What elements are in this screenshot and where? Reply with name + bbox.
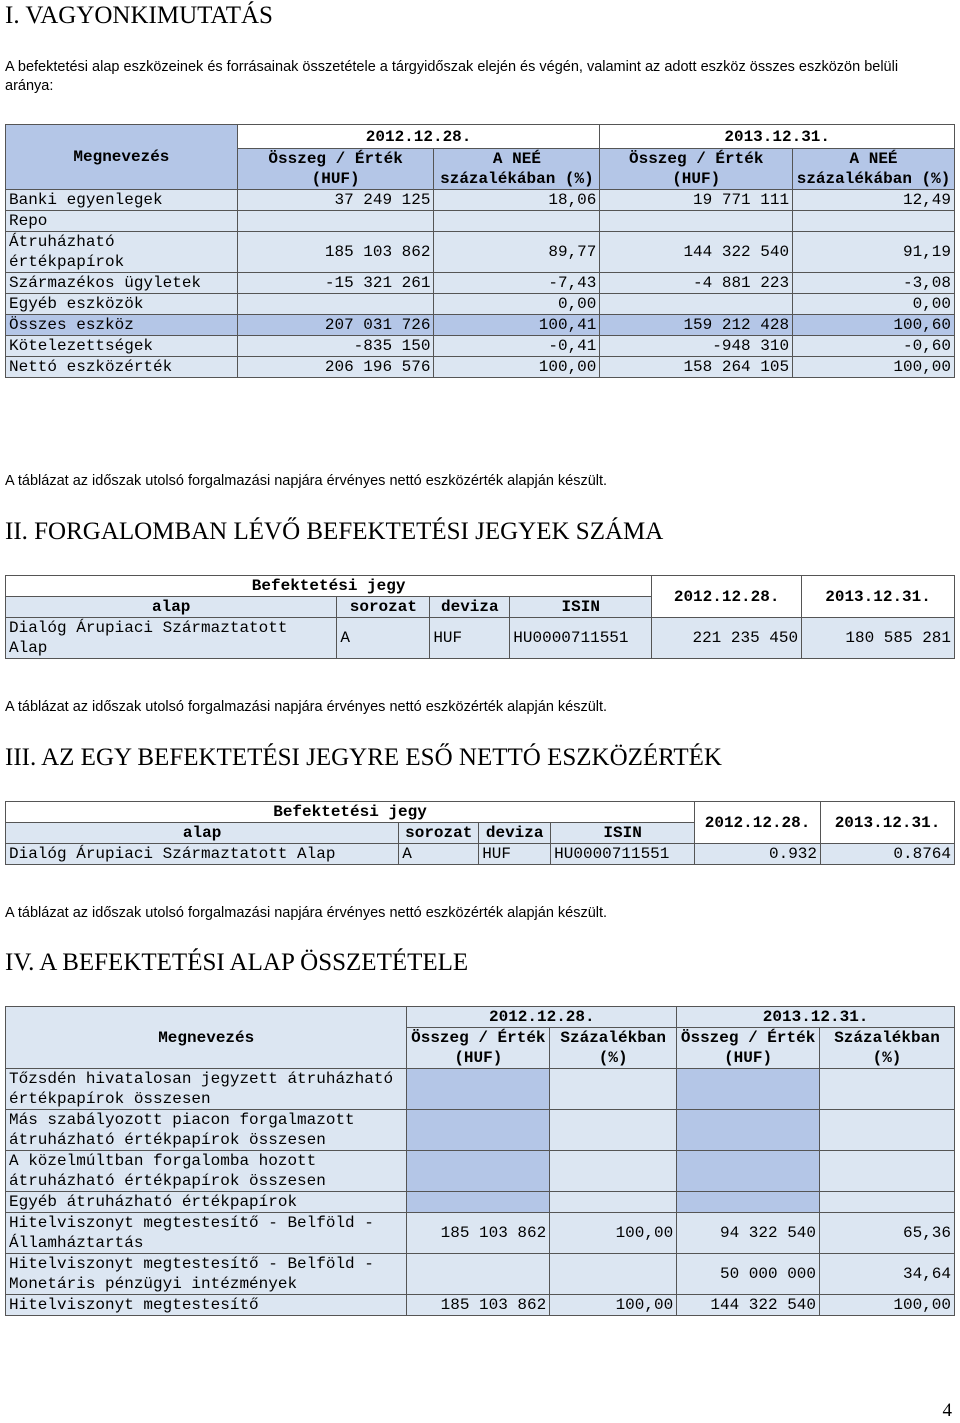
section2-title: II. FORGALOMBAN LÉVŐ BEFEKTETÉSI JEGYEK SZÁMA	[5, 518, 664, 545]
table-row	[6, 1213, 955, 1254]
table-row	[6, 294, 955, 315]
row-name: Nettó eszközérték	[6, 357, 238, 378]
row-name: A közelmúltban forgalomba hozott átruházható értékpapírok összesen	[6, 1151, 407, 1192]
row-amount-1	[407, 1110, 550, 1151]
row-pct-2	[820, 1151, 955, 1192]
row-pct-2	[820, 1192, 955, 1213]
section3-title: III. AZ EGY BEFEKTETÉSI JEGYRE ESŐ NETTÓ ESZKÖZÉRTÉK	[5, 744, 722, 771]
row-pct-2: -0,60	[793, 336, 955, 357]
row-pct-2	[820, 1069, 955, 1110]
row-pct-1: 89,77	[434, 232, 600, 273]
header-date-1: 2012.12.28.	[237, 125, 600, 149]
row-alap: Dialóg Árupiaci Származtatott Alap	[6, 844, 399, 865]
row-sorozat: A	[399, 844, 479, 865]
row-amount-1: 185 103 862	[237, 232, 434, 273]
row-value-2: 0.8764	[821, 844, 955, 865]
table-row	[6, 1151, 955, 1192]
fund-composition-table	[5, 1006, 955, 1316]
row-pct-2: 65,36	[820, 1213, 955, 1254]
row-amount-2: 94 322 540	[677, 1213, 820, 1254]
row-pct-1: 100,41	[434, 315, 600, 336]
table-row	[6, 211, 955, 232]
header-jegy: Befektetési jegy	[6, 576, 652, 597]
row-pct-1	[550, 1151, 677, 1192]
section1-note: A táblázat az időszak utolsó forgalmazási napjára érvényes nettó eszközérték alapján készült.	[5, 473, 608, 489]
row-name: Tőzsdén hivatalosan jegyzett átruházható értékpapírok összesen	[6, 1069, 407, 1110]
row-pct-2: 12,49	[793, 190, 955, 211]
row-pct-1	[550, 1110, 677, 1151]
row-amount-1	[407, 1254, 550, 1295]
section3-note: A táblázat az időszak utolsó forgalmazási napjára érvényes nettó eszközérték alapján készült.	[5, 905, 608, 921]
header-alap: alap	[6, 823, 399, 844]
row-name: Repo	[6, 211, 238, 232]
row-value-1: 0.932	[695, 844, 821, 865]
row-amount-1: -15 321 261	[237, 273, 434, 294]
row-name: Származékos ügyletek	[6, 273, 238, 294]
row-amount-1	[407, 1192, 550, 1213]
row-name: Hitelviszonyt megtestesítő	[6, 1295, 407, 1316]
row-deviza: HUF	[479, 844, 551, 865]
row-amount-1: -835 150	[237, 336, 434, 357]
header-jegy: Befektetési jegy	[6, 802, 695, 823]
header-date-1: 2012.12.28.	[652, 576, 802, 618]
row-pct-1: 18,06	[434, 190, 600, 211]
row-pct-1: -0,41	[434, 336, 600, 357]
row-name: Összes eszköz	[6, 315, 238, 336]
row-pct-1: 100,00	[434, 357, 600, 378]
row-amount-2	[677, 1069, 820, 1110]
table-row	[6, 844, 955, 865]
header-deviza: deviza	[479, 823, 551, 844]
row-amount-2: -4 881 223	[600, 273, 793, 294]
row-amount-1	[237, 294, 434, 315]
header-sorozat: sorozat	[399, 823, 479, 844]
table-row	[6, 336, 955, 357]
row-pct-1: 0,00	[434, 294, 600, 315]
row-amount-1	[237, 211, 434, 232]
row-isin: HU0000711551	[551, 844, 695, 865]
row-pct-1	[550, 1069, 677, 1110]
asset-statement-table	[5, 124, 955, 378]
row-deviza: HUF	[430, 618, 510, 659]
row-pct-1: 100,00	[550, 1213, 677, 1254]
row-amount-1: 185 103 862	[407, 1213, 550, 1254]
header-date-1: 2012.12.28.	[407, 1007, 677, 1028]
row-amount-2	[600, 294, 793, 315]
header-date-2: 2013.12.31.	[821, 802, 955, 844]
table-row	[6, 1295, 955, 1316]
row-amount-1: 185 103 862	[407, 1295, 550, 1316]
table-row	[6, 1192, 955, 1213]
row-amount-1: 206 196 576	[237, 357, 434, 378]
header-pct-2: A NEÉ százalékában (%)	[793, 149, 955, 190]
row-pct-2: 91,19	[793, 232, 955, 273]
header-pct-1: A NEÉ százalékában (%)	[434, 149, 600, 190]
row-isin: HU0000711551	[510, 618, 652, 659]
row-amount-2	[677, 1151, 820, 1192]
row-amount-1: 207 031 726	[237, 315, 434, 336]
section1-intro: A befektetési alap eszközeinek és forrásainak összetétele a tárgyidőszak elején és végén, valamint az adott eszköz összes eszközön belüli aránya:	[5, 59, 899, 94]
row-amount-2: 144 322 540	[677, 1295, 820, 1316]
row-pct-2: 100,00	[820, 1295, 955, 1316]
row-amount-2: 144 322 540	[600, 232, 793, 273]
header-alap: alap	[6, 597, 337, 618]
row-value-1: 221 235 450	[652, 618, 802, 659]
table-row	[6, 1254, 955, 1295]
row-pct-2: 0,00	[793, 294, 955, 315]
header-name: Megnevezés	[6, 1007, 407, 1069]
header-pct-2: Százalékban (%)	[820, 1028, 955, 1069]
row-pct-1	[434, 211, 600, 232]
header-date-2: 2013.12.31.	[677, 1007, 955, 1028]
row-pct-2: 100,00	[793, 357, 955, 378]
table-row-total	[6, 315, 955, 336]
row-alap: Dialóg Árupiaci Származtatott Alap	[6, 618, 337, 659]
row-pct-1	[550, 1192, 677, 1213]
row-pct-2: 34,64	[820, 1254, 955, 1295]
row-amount-2	[600, 211, 793, 232]
header-deviza: deviza	[430, 597, 510, 618]
header-amount-2: Összeg / Érték (HUF)	[600, 149, 793, 190]
header-date-2: 2013.12.31.	[802, 576, 955, 618]
header-name: Megnevezés	[6, 125, 238, 190]
row-pct-2: -3,08	[793, 273, 955, 294]
table-row	[6, 357, 955, 378]
header-amount-1: Összeg / Érték (HUF)	[237, 149, 434, 190]
section2-note: A táblázat az időszak utolsó forgalmazási napjára érvényes nettó eszközérték alapján készült.	[5, 699, 608, 715]
row-name: Más szabályozott piacon forgalmazott átruházható értékpapírok összesen	[6, 1110, 407, 1151]
header-isin: ISIN	[551, 823, 695, 844]
row-pct-1: 100,00	[550, 1295, 677, 1316]
header-pct-1: Százalékban (%)	[550, 1028, 677, 1069]
row-name: Hitelviszonyt megtestesítő - Belföld - Monetáris pénzügyi intézmények	[6, 1254, 407, 1295]
header-amount-1: Összeg / Érték (HUF)	[407, 1028, 550, 1069]
page-number: 4	[942, 1400, 952, 1421]
row-amount-2: 50 000 000	[677, 1254, 820, 1295]
row-pct-2: 100,60	[793, 315, 955, 336]
row-amount-2	[677, 1110, 820, 1151]
row-amount-2	[677, 1192, 820, 1213]
row-name: Banki egyenlegek	[6, 190, 238, 211]
section4-title: IV. A BEFEKTETÉSI ALAP ÖSSZETÉTELE	[5, 949, 469, 976]
nav-per-unit-table	[5, 801, 955, 865]
units-outstanding-table	[5, 575, 955, 659]
header-isin: ISIN	[510, 597, 652, 618]
row-amount-1	[407, 1151, 550, 1192]
table-row	[6, 1069, 955, 1110]
table-row	[6, 232, 955, 273]
row-amount-2: 19 771 111	[600, 190, 793, 211]
table-row	[6, 618, 955, 659]
row-amount-2: 158 264 105	[600, 357, 793, 378]
row-sorozat: A	[337, 618, 430, 659]
table-row	[6, 273, 955, 294]
row-name: Egyéb átruházható értékpapírok	[6, 1192, 407, 1213]
row-name: Egyéb eszközök	[6, 294, 238, 315]
row-amount-1: 37 249 125	[237, 190, 434, 211]
header-amount-2: Összeg / Érték (HUF)	[677, 1028, 820, 1069]
table-row	[6, 1110, 955, 1151]
header-date-1: 2012.12.28.	[695, 802, 821, 844]
row-amount-2: 159 212 428	[600, 315, 793, 336]
row-name: Átruházható értékpapírok	[6, 232, 238, 273]
header-sorozat: sorozat	[337, 597, 430, 618]
row-name: Kötelezettségek	[6, 336, 238, 357]
row-value-2: 180 585 281	[802, 618, 955, 659]
row-pct-1: -7,43	[434, 273, 600, 294]
row-pct-2	[793, 211, 955, 232]
row-name: Hitelviszonyt megtestesítő - Belföld - Államháztartás	[6, 1213, 407, 1254]
row-pct-2	[820, 1110, 955, 1151]
section1-title: I. VAGYONKIMUTATÁS	[5, 2, 273, 29]
row-amount-1	[407, 1069, 550, 1110]
row-pct-1	[550, 1254, 677, 1295]
header-date-2: 2013.12.31.	[600, 125, 955, 149]
table-row	[6, 190, 955, 211]
row-amount-2: -948 310	[600, 336, 793, 357]
